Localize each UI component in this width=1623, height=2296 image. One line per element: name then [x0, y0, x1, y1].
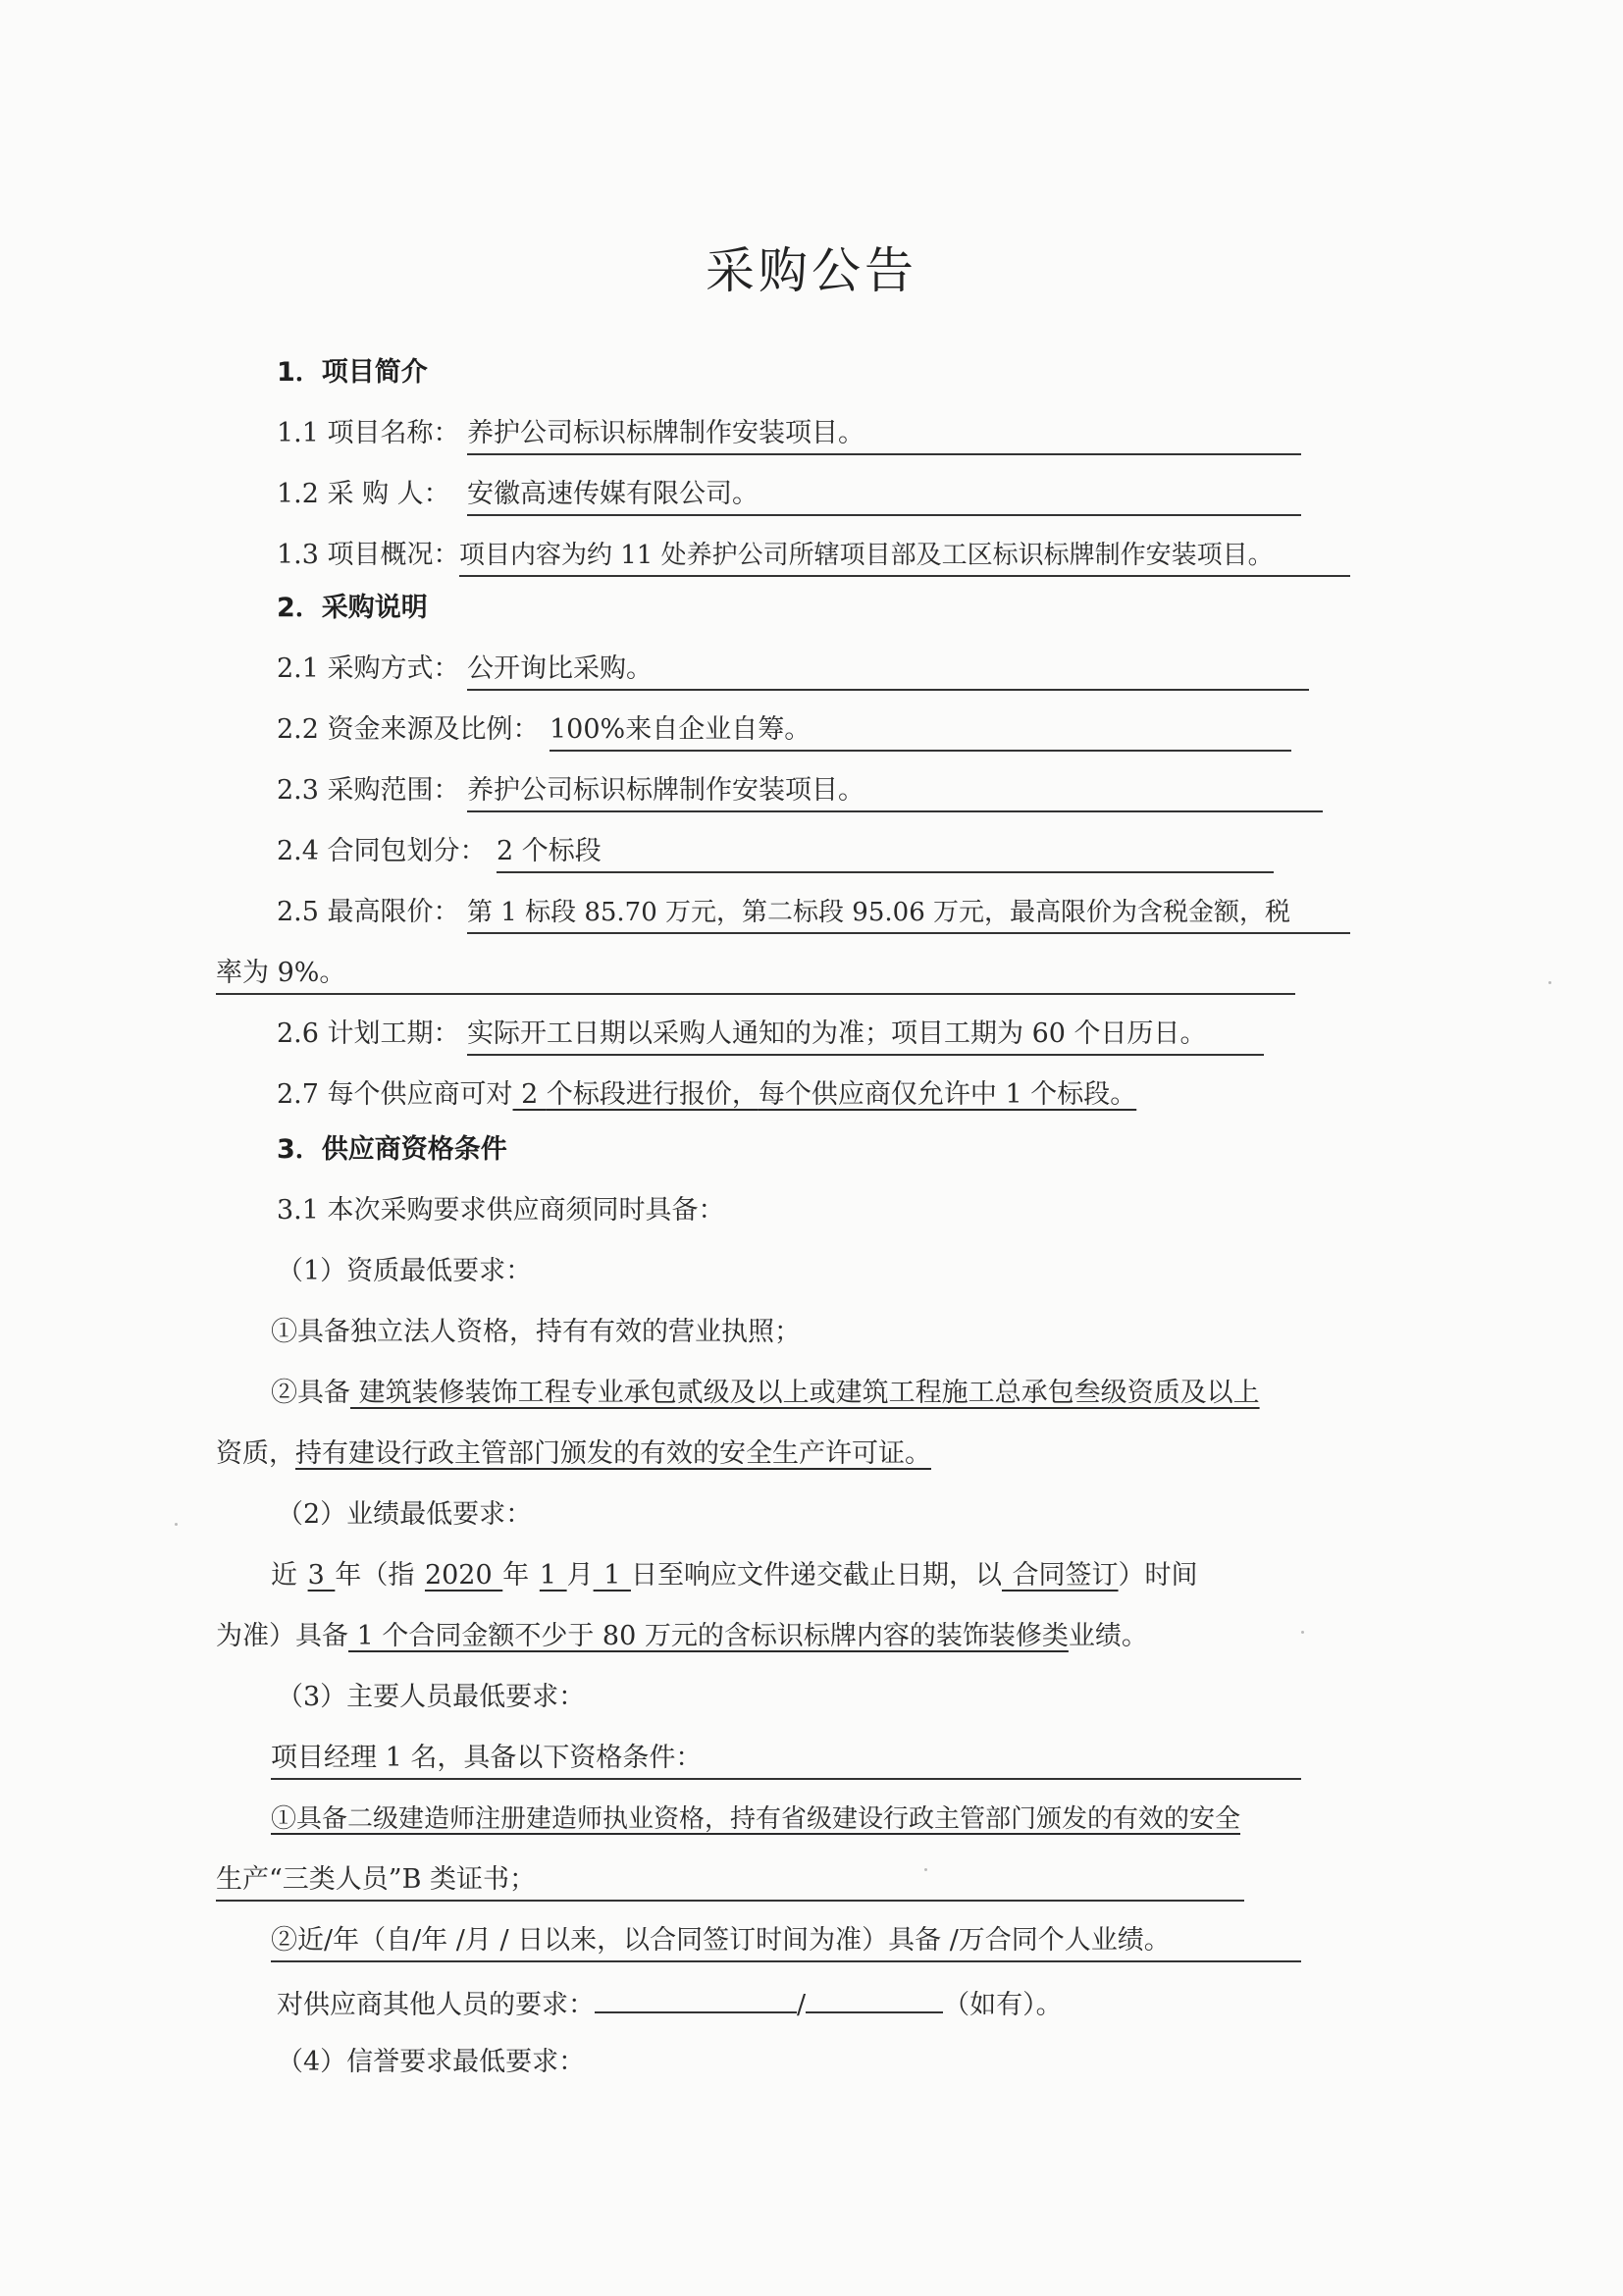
item-1-1-value: 养护公司标识标牌制作安装项目。 — [467, 414, 1301, 455]
req-1-b2-license: 持有建设行政主管部门颁发的有效的安全生产许可证。 — [295, 1438, 931, 1469]
item-1-2-value: 安徽高速传媒有限公司。 — [467, 475, 1301, 516]
item-2-7 — [277, 1075, 1136, 1115]
req-3-other-suffix: （如有）。 — [943, 1990, 1063, 2020]
item-2-2-label: 2.2 资金来源及比例： — [277, 714, 540, 745]
req-3-a-line1: ①具备二级建造师注册建造师执业资格，持有省级建设行政主管部门颁发的有效的安全 — [271, 1804, 1241, 1834]
item-2-3-label: 2.3 采购范围： — [277, 775, 460, 806]
req-2-performance: 1 个合同金额不少于 80 万元的含标识标牌内容的装饰装修类 — [348, 1621, 1069, 1651]
req-3-other-label: 对供应商其他人员的要求： — [277, 1990, 595, 2020]
item-2-7-lot-count: 2 — [512, 1079, 547, 1110]
item-2-4-label: 2.4 合同包划分： — [277, 836, 487, 866]
req-1-b-qualification: 建筑装修装饰工程专业承包贰级及以上或建筑工程施工总承包叁级资质及以上 — [350, 1378, 1260, 1408]
item-2-5-value-line1: 第 1 标段 85.70 万元，第二标段 95.06 万元，最高限价为含税金额，税 — [467, 893, 1350, 934]
item-2-4-value: 2 个标段 — [497, 832, 1274, 873]
req-2-text-7: 为准）具备 — [216, 1621, 348, 1651]
req-2-years: 3 — [307, 1560, 336, 1591]
req-4-heading: （4）信誉要求最低要求： — [277, 2047, 586, 2077]
req-3-other-slash: / — [797, 1990, 807, 2020]
req-3-other-blank-2 — [806, 1982, 943, 2013]
scan-speck — [1301, 1631, 1304, 1634]
item-2-7-text-d: 每个供应商仅允许中 1 个标段。 — [758, 1079, 1137, 1110]
req-3-heading: （3）主要人员最低要求： — [277, 1682, 586, 1712]
req-2-basis: 合同签订 — [1001, 1560, 1119, 1591]
item-3-1: 3.1 本次采购要求供应商须同时具备： — [277, 1195, 725, 1226]
section-3-heading: 3．供应商资格条件 — [277, 1134, 507, 1165]
item-1-1-label: 1.1 项目名称： — [277, 418, 460, 448]
item-2-1-label: 2.1 采购方式： — [277, 653, 460, 684]
req-1-heading: （1）资质最低要求： — [277, 1256, 533, 1286]
req-1-b-line2 — [216, 1435, 931, 1474]
req-2-text-5: 日至响应文件递交截止日期，以 — [630, 1560, 1002, 1591]
req-1-b2-prefix: 资质， — [216, 1438, 295, 1469]
req-2-text-8: 业绩。 — [1068, 1621, 1148, 1651]
item-2-6-label: 2.6 计划工期： — [277, 1018, 460, 1049]
item-2-5-value-line2: 率为 9%。 — [216, 954, 1295, 995]
req-2-year: 2020 — [424, 1560, 503, 1591]
item-2-2-value: 100%来自企业自筹。 — [550, 710, 1291, 752]
item-2-5-label: 2.5 最高限价： — [277, 897, 460, 927]
item-2-3-value: 养护公司标识标牌制作安装项目。 — [467, 771, 1323, 812]
item-1-2-label: 1.2 采 购 人： — [277, 479, 450, 509]
req-2-month: 1 — [539, 1560, 567, 1591]
item-2-7-text-a: 2.7 每个供应商可对 — [277, 1079, 513, 1110]
req-2-heading: （2）业绩最低要求： — [277, 1499, 533, 1530]
req-2-text-1: 近 — [271, 1560, 297, 1591]
req-3-other-blank-1 — [595, 1982, 797, 2013]
item-2-7-text-c: 个标段进行报价， — [546, 1079, 759, 1110]
req-2-text-6: ）时间 — [1118, 1560, 1198, 1591]
req-2-text-3: 年 — [502, 1560, 530, 1591]
page-title: 采购公告 — [706, 242, 917, 299]
section-1-heading: 1．项目简介 — [277, 357, 428, 388]
item-1-3-value: 项目内容为约 11 处养护公司所辖项目部及工区标识标牌制作安装项目。 — [459, 536, 1350, 577]
req-3-b: ②近/年（自/年 /月 / 日以来，以合同签订时间为准）具备 /万合同个人业绩。 — [271, 1921, 1301, 1962]
req-1-b — [271, 1374, 1260, 1413]
section-2-heading: 2．采购说明 — [277, 593, 428, 623]
scan-speck — [1548, 981, 1551, 984]
item-2-1-value: 公开询比采购。 — [467, 650, 1309, 691]
scan-speck — [924, 1868, 927, 1871]
req-3-other — [277, 1982, 1063, 2021]
item-2-6-value: 实际开工日期以采购人通知的为准；项目工期为 60 个日历日。 — [467, 1015, 1264, 1056]
req-1-a: ①具备独立法人资格，持有有效的营业执照； — [271, 1317, 801, 1347]
item-1-3-label: 1.3 项目概况： — [277, 540, 460, 570]
req-3-a-line2: 生产“三类人员”B 类证书； — [216, 1860, 1244, 1902]
req-2-day: 1 — [593, 1560, 631, 1591]
req-1-b-prefix: ②具备 — [271, 1378, 350, 1408]
req-2-line1 — [271, 1556, 1198, 1595]
scan-speck — [175, 1523, 178, 1526]
req-2-text-4: 月 — [566, 1560, 594, 1591]
req-3-manager: 项目经理 1 名，具备以下资格条件： — [271, 1739, 1301, 1780]
req-2-line2 — [216, 1617, 1148, 1656]
req-2-text-2: 年（指 — [335, 1560, 415, 1591]
